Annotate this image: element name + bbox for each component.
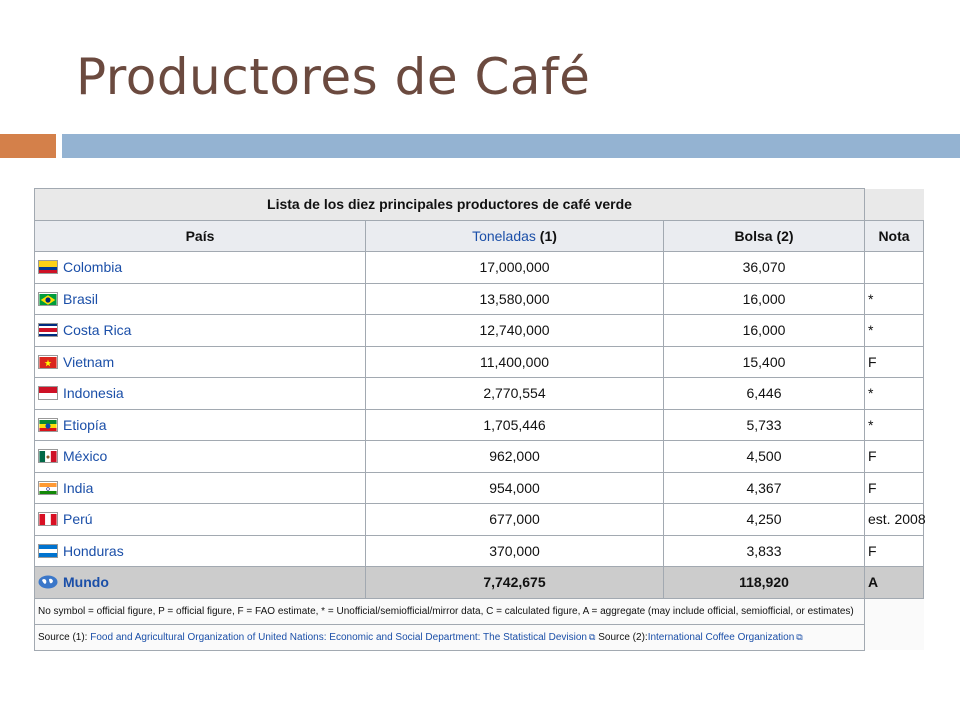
ethiopia-flag-icon (38, 418, 58, 432)
honduras-flag-icon (38, 544, 58, 558)
nota-cell: F (865, 441, 924, 473)
bolsa-cell: 3,833 (664, 535, 865, 567)
toneladas-link[interactable]: Toneladas (472, 227, 536, 244)
header-toneladas[interactable] (366, 220, 664, 252)
table-row (35, 346, 924, 378)
table-row (35, 441, 924, 473)
bolsa-cell: 5,733 (664, 409, 865, 441)
toneladas-suffix: (1) (535, 227, 557, 244)
legend-note: No symbol = official figure, P = official figure, F = FAO estimate, * = Unofficial/semiofficial/mirror data, C = calculated figure, A = aggregate (may include official, semiofficial, or estimates) (35, 598, 865, 624)
coffee-producers-table (34, 188, 924, 651)
toneladas-cell: 11,400,000 (366, 346, 664, 378)
bolsa-cell: 6,446 (664, 378, 865, 410)
nota-cell: F (865, 346, 924, 378)
country-link[interactable]: Honduras (63, 542, 124, 559)
table-row (35, 409, 924, 441)
slide-title: Productores de Café (76, 48, 591, 106)
header-nota[interactable]: Nota (865, 220, 924, 252)
nota-cell: * (865, 378, 924, 410)
header-pais[interactable]: País (35, 220, 366, 252)
table-row (35, 283, 924, 315)
sources-cell (35, 624, 865, 650)
country-link[interactable]: India (63, 479, 94, 496)
toneladas-cell: 962,000 (366, 441, 664, 473)
globe-icon (38, 575, 58, 589)
nota-cell: * (865, 315, 924, 347)
bolsa-cell: 4,367 (664, 472, 865, 504)
toneladas-cell: 12,740,000 (366, 315, 664, 347)
bolsa-cell: 15,400 (664, 346, 865, 378)
table-row (35, 535, 924, 567)
total-nota-cell: A (865, 567, 924, 599)
source2-link[interactable]: International Coffee Organization (647, 631, 795, 643)
country-link[interactable]: Indonesia (63, 385, 124, 402)
toneladas-cell: 677,000 (366, 504, 664, 536)
bolsa-cell: 4,250 (664, 504, 865, 536)
source2-label: Source (2): (595, 631, 648, 643)
mexico-flag-icon (38, 449, 58, 463)
table-row (35, 504, 924, 536)
bolsa-cell: 36,070 (664, 252, 865, 284)
toneladas-cell: 370,000 (366, 535, 664, 567)
total-toneladas-cell: 7,742,675 (366, 567, 664, 599)
colombia-flag-icon (38, 260, 58, 274)
nota-cell: * (865, 283, 924, 315)
table-row (35, 472, 924, 504)
table-total-row (35, 567, 924, 599)
coffee-producers-table-container (34, 188, 926, 666)
header-bolsa[interactable]: Bolsa (2) (664, 220, 865, 252)
external-link-icon: ⧉ (589, 631, 596, 642)
accent-bar-blue (62, 134, 960, 158)
toneladas-cell: 954,000 (366, 472, 664, 504)
source1-label: Source (1): (38, 631, 91, 643)
country-link[interactable]: Brasil (63, 290, 99, 307)
toneladas-cell: 1,705,446 (366, 409, 664, 441)
vietnam-flag-icon (38, 355, 58, 369)
country-link[interactable]: Colombia (63, 259, 123, 276)
nota-cell: F (865, 535, 924, 567)
country-link[interactable]: México (63, 448, 108, 465)
india-flag-icon (38, 481, 58, 495)
indonesia-flag-icon (38, 386, 58, 400)
nota-cell: F (865, 472, 924, 504)
nota-cell: * (865, 409, 924, 441)
peru-flag-icon (38, 512, 58, 526)
total-bolsa-cell: 118,920 (664, 567, 865, 599)
brazil-flag-icon (38, 292, 58, 306)
country-link[interactable]: Etiopía (63, 416, 107, 433)
nota-cell: est. 2008 (865, 504, 924, 536)
bolsa-cell: 4,500 (664, 441, 865, 473)
bolsa-cell: 16,000 (664, 315, 865, 347)
table-row (35, 315, 924, 347)
costa-rica-flag-icon (38, 323, 58, 337)
country-link[interactable]: Vietnam (63, 353, 115, 370)
bolsa-cell: 16,000 (664, 283, 865, 315)
source1-link[interactable]: Food and Agricultural Organization of United Nations: Economic and Social Department: The Statistical Devision (90, 631, 587, 643)
table-caption: Lista de los diez principales productores de café verde (35, 189, 865, 221)
mundo-link[interactable]: Mundo (63, 574, 109, 591)
toneladas-cell: 13,580,000 (366, 283, 664, 315)
external-link-icon: ⧉ (796, 631, 803, 642)
country-link[interactable]: Perú (63, 511, 93, 528)
accent-bar-orange (0, 134, 56, 158)
table-row (35, 252, 924, 284)
country-link[interactable]: Costa Rica (63, 322, 132, 339)
table-row (35, 378, 924, 410)
toneladas-cell: 17,000,000 (366, 252, 664, 284)
toneladas-cell: 2,770,554 (366, 378, 664, 410)
nota-cell (865, 252, 924, 284)
